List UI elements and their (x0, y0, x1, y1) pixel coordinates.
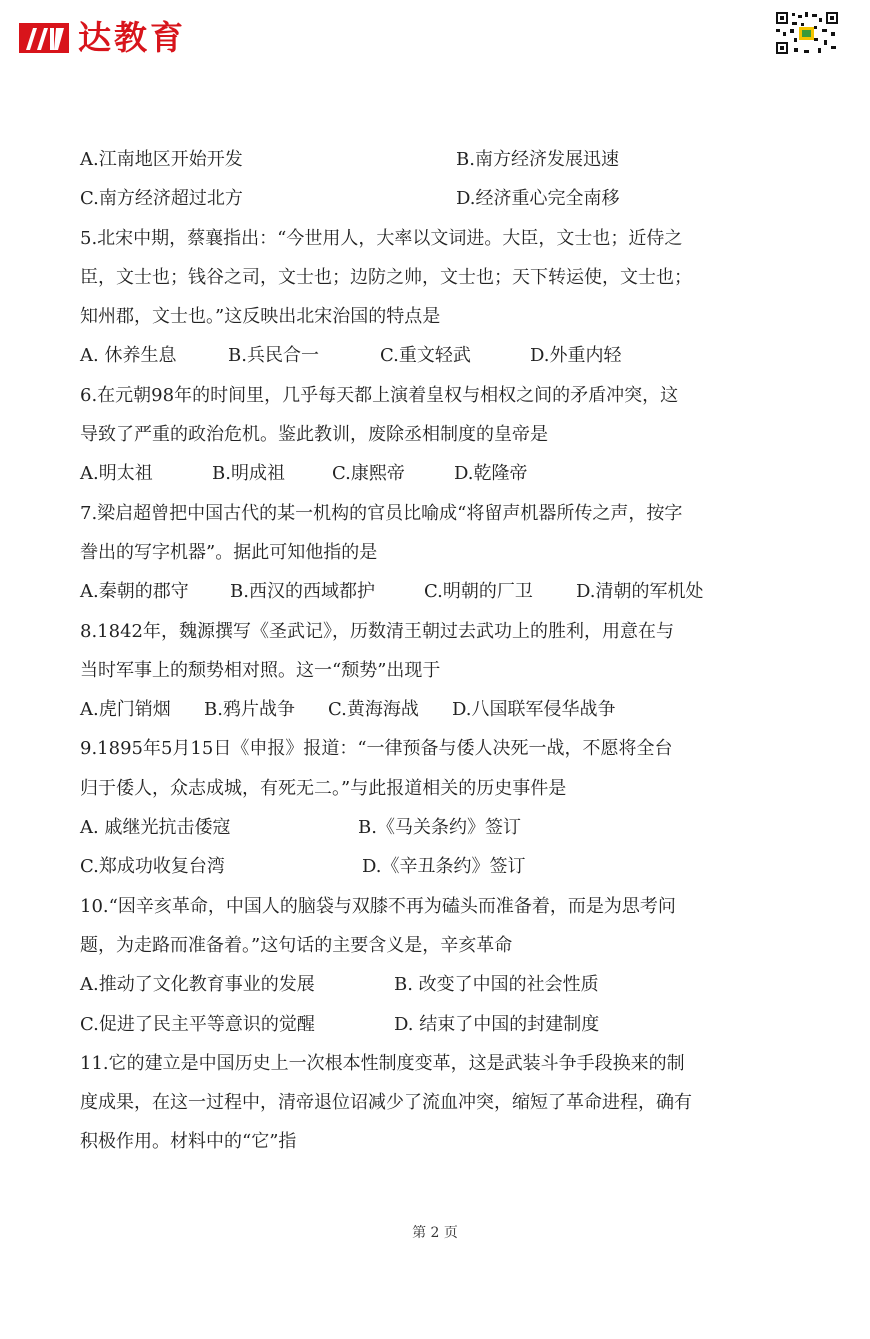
q5-option-d: D.外重内轻 (530, 345, 622, 367)
q9-option-d: D.《辛丑条约》签订 (362, 856, 526, 878)
page-number: 第 2 页 (412, 1225, 458, 1241)
q6-option-c: C.康熙帝 (332, 463, 405, 485)
q8-option-c: C.黄海海战 (328, 699, 419, 721)
q4-option-b: B.南方经济发展迅速 (456, 149, 619, 170)
question-content (80, 140, 770, 1162)
q7-option-c: C.明朝的厂卫 (424, 581, 533, 603)
q10-option-c: C.促进了民主平等意识的觉醒 (80, 1013, 315, 1035)
q11-text-3: 积极作用。材料中的“它”指 (80, 1131, 297, 1153)
q8-text-2: 当时军事上的颓势相对照。这一“颓势”出现于 (80, 659, 441, 681)
q9-options (80, 808, 770, 847)
q6-text-2: 导致了严重的政治危机。鉴此教训，废除丞相制度的皇帝是 (80, 424, 548, 446)
q7-option-a: A.秦朝的郡守 (80, 581, 189, 603)
q11-text-2: 度成果，在这一过程中，清帝退位诏减少了流血冲突，缩短了革命进程，确有 (80, 1092, 692, 1114)
q10-options-2 (80, 1005, 770, 1044)
q5-options (80, 336, 770, 375)
q4-options-2 (80, 179, 770, 218)
q4-options (80, 140, 770, 179)
q9-text-1: 9.1895年5月15日《申报》报道：“一律预备与倭人决死一战，不愿将全台 (80, 738, 673, 760)
q6-text-1: 6.在元朝98年的时间里，几乎每天都上演着皇权与相权之间的矛盾冲突，这 (80, 384, 679, 406)
q10-options (80, 965, 770, 1004)
q5-option-a: A. 休养生息 (80, 345, 177, 367)
q6-option-d: D.乾隆帝 (454, 463, 528, 485)
q8-text-1: 8.1842年，魏源撰写《圣武记》，历数清王朝过去武功上的胜利，用意在与 (80, 620, 674, 642)
q5-text-2: 臣，文士也；钱谷之司，文士也；边防之帅，文士也；天下转运使，文士也； (80, 266, 692, 288)
q4-option-d: D.经济重心完全南移 (456, 188, 620, 210)
brand-logo (18, 18, 186, 58)
qr-code-icon (774, 10, 840, 56)
q8-option-b: B.鸦片战争 (204, 699, 295, 721)
q10-option-b: B. 改变了中国的社会性质 (394, 974, 599, 996)
q5-option-b: B.兵民合一 (228, 345, 319, 367)
q8-option-d: D.八国联军侵华战争 (452, 699, 616, 721)
q6-option-b: B.明成祖 (212, 463, 285, 485)
q9-text-2: 归于倭人，众志成城，有死无二。”与此报道相关的历史事件是 (80, 777, 567, 799)
q9-option-c: C.郑成功收复台湾 (80, 856, 225, 878)
q5-text-1: 5.北宋中期，蔡襄指出：“今世用人，大率以文词进。大臣，文士也；近侍之 (80, 227, 683, 249)
q8-option-a: A.虎门销烟 (80, 699, 171, 721)
q7-option-b: B.西汉的西域都护 (230, 581, 375, 603)
q10-text-2: 题，为走路而准备着。”这句话的主要含义是，辛亥革命 (80, 934, 513, 956)
q11-text-1: 11.它的建立是中国历史上一次根本性制度变革，这是武装斗争手段换来的制 (80, 1052, 685, 1074)
q5-option-c: C.重文轻武 (380, 345, 471, 367)
q7-text-1: 7.梁启超曾把中国古代的某一机构的官员比喻成“将留声机器所传之声，按字 (80, 502, 683, 524)
q10-text-1: 10.“因辛亥革命，中国人的脑袋与双膝不再为磕头而准备着，而是为思考问 (80, 895, 676, 917)
q7-options (80, 572, 770, 611)
q9-option-b: B.《马关条约》签订 (358, 817, 521, 839)
q4-option-c: C.南方经济超过北方 (80, 188, 243, 210)
q7-option-d: D.清朝的军机处 (576, 581, 704, 603)
q6-options (80, 454, 770, 493)
brand-name: 达教育 (78, 18, 186, 57)
q10-option-d: D. 结束了中国的封建制度 (394, 1013, 600, 1035)
q9-options-2 (80, 847, 770, 886)
q4-option-a: A.江南地区开始开发 (80, 149, 243, 170)
q7-text-2: 誊出的写字机器”。据此可知他指的是 (80, 541, 378, 563)
q8-options (80, 690, 770, 729)
q10-option-a: A.推动了文化教育事业的发展 (80, 974, 315, 996)
q5-text-3: 知州郡，文士也。”这反映出北宋治国的特点是 (80, 306, 441, 328)
q6-option-a: A.明太祖 (80, 463, 153, 485)
q9-option-a: A. 戚继光抗击倭寇 (80, 817, 231, 839)
brand-mark-icon (18, 20, 72, 56)
